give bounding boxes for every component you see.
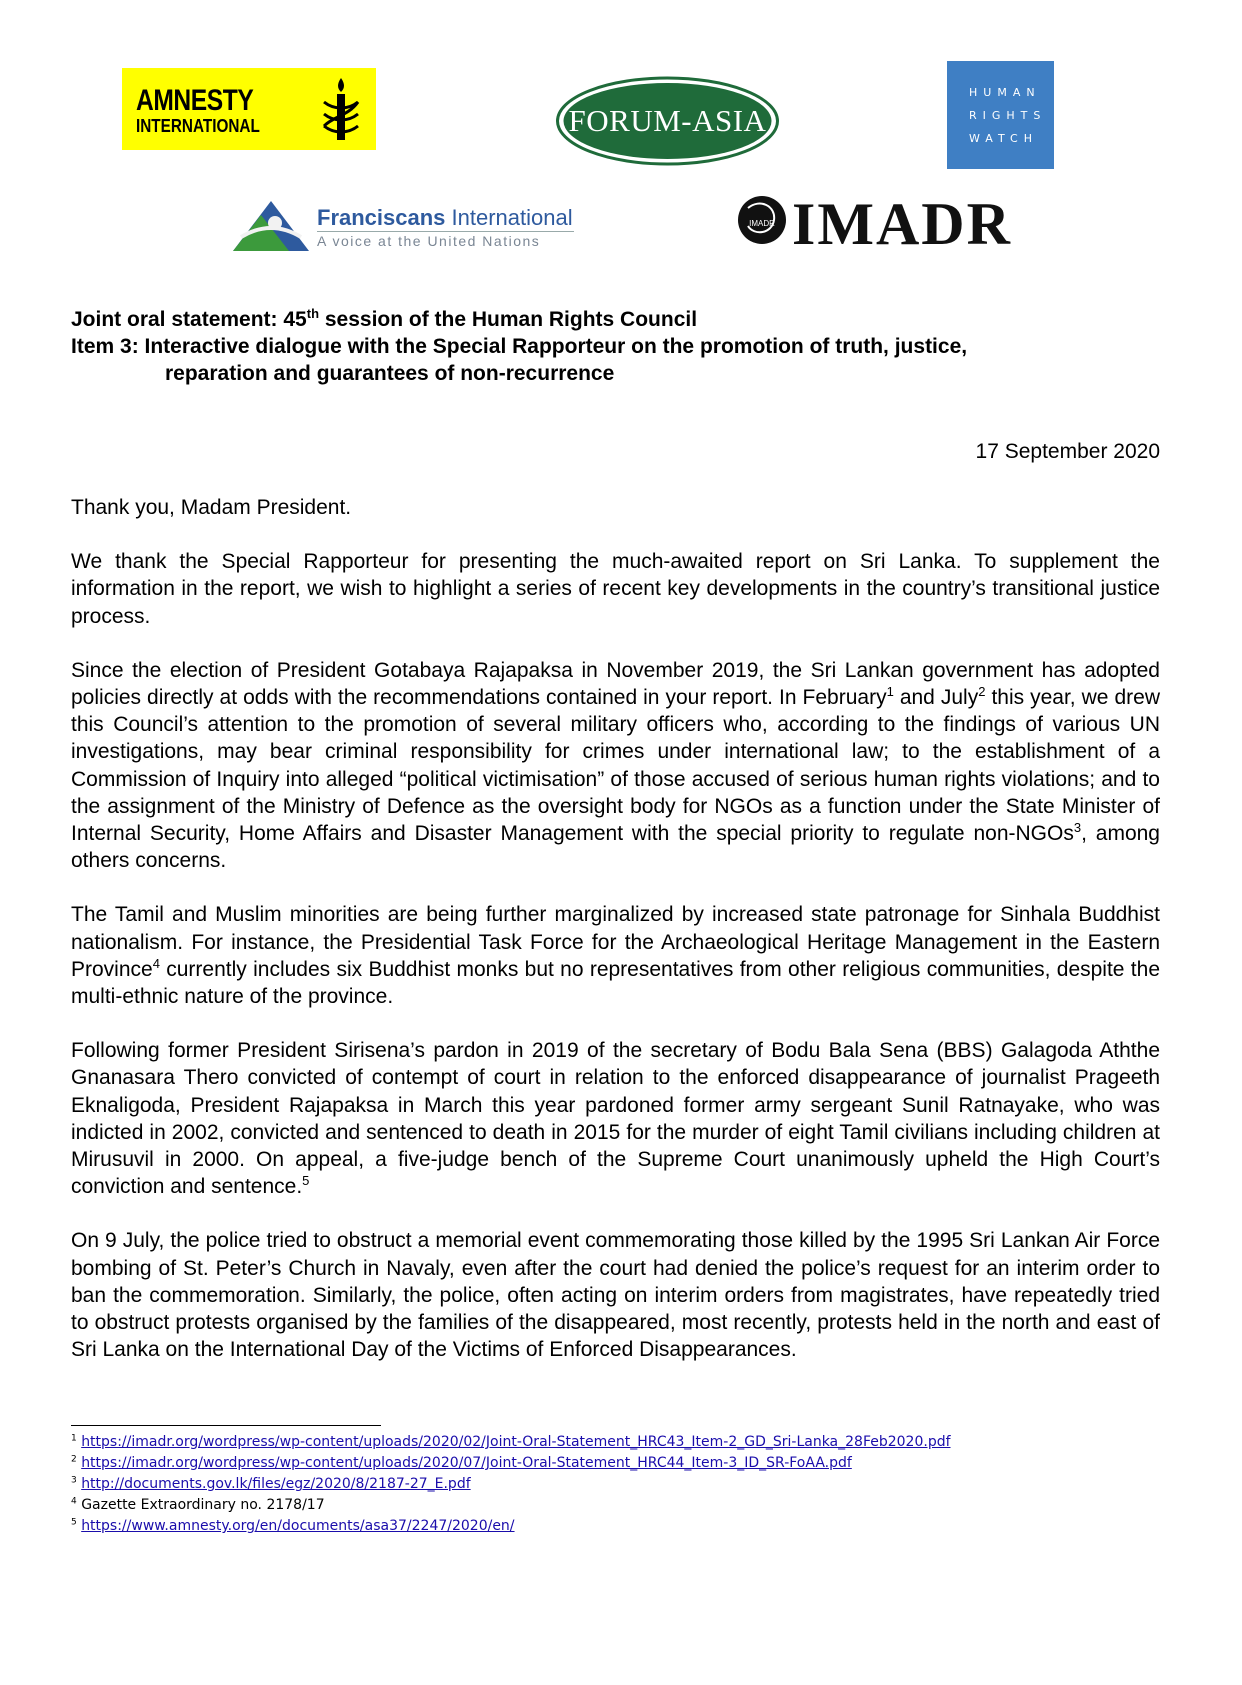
footnote-text: Gazette Extraordinary no. 2178/17	[81, 1497, 325, 1513]
footnote-link[interactable]: http://documents.gov.lk/files/egz/2020/8/2187-27_E.pdf	[81, 1476, 471, 1492]
paragraph-2: We thank the Special Rapporteur for presenting the much-awaited report on Sri Lanka. To supplement the information in the report, we wish to highlight a series of recent key developments in the country’s transitional justice process.	[71, 550, 1160, 628]
paragraph-3-d: , among others concerns.	[71, 822, 1160, 873]
paragraph-5	[71, 1037, 1160, 1200]
amnesty-logo-line1: AMNESTY	[136, 84, 254, 117]
heading-line3: reparation and guarantees of non-recurrence	[165, 362, 615, 385]
candle-barbed-wire-icon	[318, 76, 364, 144]
statement-body	[71, 494, 1160, 1390]
paragraph-4	[71, 901, 1160, 1010]
franciscans-logo-bold: Franciscans	[317, 205, 446, 230]
document-heading	[71, 306, 1161, 387]
footnote-ref-1[interactable]: 1	[886, 684, 894, 700]
paragraph-4-a: The Tamil and Muslim minorities are being further marginalized by increased state patronage for Sinhala Buddhist nationalism. For instance, the Presidential Task Force for the Archaeological Heritage Management in the Eastern Province	[71, 903, 1160, 981]
footnote-4	[71, 1495, 951, 1516]
paragraph-5-a: Following former President Sirisena’s pardon in 2019 of the secretary of Bodu Bala Sena (BBS) Galagoda Aththe Gnanasara Thero convicted of contempt of court in relation to the enforced disappearance of journalist Prageeth Eknaligoda, President Rajapaksa in March this year pardoned former army sergeant Sunil Ratnayake, who was indicted in 2002, convicted and sentenced to death in 2015 for the murder of eight Tamil civilians including children at Mirusuvil in 2000. On appeal, a five-judge bench of the Supreme Court unanimously upheld the High Court’s conviction and sentence.	[71, 1039, 1160, 1199]
franciscans-logo-divider	[317, 231, 574, 232]
human-rights-watch-logo	[947, 61, 1054, 169]
footnote-number: 4	[71, 1496, 77, 1507]
hrw-logo-line2: RIGHTS	[969, 109, 1047, 122]
footnote-number: 5	[71, 1517, 77, 1528]
footnote-3	[71, 1474, 951, 1495]
heading-line1	[71, 306, 1161, 333]
footnote-link[interactable]: https://www.amnesty.org/en/documents/asa37/2247/2020/en/	[81, 1518, 515, 1534]
hrw-logo-line1: HUMAN	[969, 86, 1041, 99]
heading-line1-post: session of the Human Rights Council	[319, 308, 698, 331]
paragraph-3-a: Since the election of President Gotabaya Rajapaksa in November 2019, the Sri Lankan government has adopted policies directly at odds with the recommendations contained in your report. In February	[71, 658, 1160, 710]
franciscans-logo-title	[317, 205, 573, 231]
footnotes	[71, 1432, 951, 1537]
footnote-link[interactable]: https://imadr.org/wordpress/wp-content/uploads/2020/07/Joint-Oral-Statement_HRC44_Item-3_ID_SR-FoAA.pdf	[81, 1455, 852, 1471]
footnote-link[interactable]: https://imadr.org/wordpress/wp-content/uploads/2020/02/Joint-Oral-Statement_HRC43_Item-2_GD_Sri-Lanka_28Feb2020.pdf	[81, 1434, 951, 1450]
paragraph-3-b: and July	[893, 686, 979, 710]
footnote-ref-3[interactable]: 3	[1073, 820, 1082, 836]
footnote-number: 2	[71, 1454, 77, 1465]
forum-asia-logo-text: FORUM-ASIA	[568, 103, 767, 138]
heading-line1-pre: Joint oral statement: 45	[71, 308, 307, 331]
footnote-ref-4[interactable]: 4	[152, 955, 160, 971]
paragraph-3-c: this year, we drew this Council’s attention to the promotion of several military officers who, according to the findings of various UN investigations, may bear criminal responsibility for crimes under international law; to the establishment of a Commission of Inquiry into alleged “political victimisation” of those accused of serious human rights violations; and to the assignment of the Ministry of Defence as the oversight body for NGOs as a function under the State Minister of Internal Security, Home Affairs and Disaster Management with the special priority to regulate non-NGOs	[71, 686, 1161, 846]
paragraph-3	[71, 657, 1160, 875]
footnote-number: 1	[71, 1433, 77, 1444]
imadr-logo-mark-icon	[734, 186, 1012, 258]
footnote-5	[71, 1516, 951, 1537]
franciscans-international-logo	[231, 195, 576, 255]
hrw-logo-line3: WATCH	[969, 132, 1038, 145]
imadr-mark-small-text: IMADR	[749, 219, 775, 228]
franciscans-logo-rest: International	[445, 205, 573, 230]
footnote-2	[71, 1453, 951, 1474]
paragraph-4-b: currently includes six Buddhist monks but no representatives from other religious communities, despite the multi-ethnic nature of the province.	[71, 957, 1160, 1009]
franciscans-logo-tagline: A voice at the United Nations	[317, 233, 541, 249]
paragraph-6: On 9 July, the police tried to obstruct a memorial event commemorating those killed by the 1995 Sri Lankan Air Force bombing of St. Peter’s Church in Navaly, even after the court had denied the police’s request for an interim order to ban the commemoration. Similarly, the police, often acting on interim orders from magistrates, have repeatedly tried to obstruct protests organised by the families of the disappeared, most recently, protests held in the north and east of Sri Lanka on the International Day of the Victims of Enforced Disappearances.	[71, 1229, 1160, 1362]
amnesty-international-logo	[122, 68, 376, 150]
footnote-separator	[71, 1425, 381, 1426]
franciscans-emblem-icon	[231, 195, 311, 255]
statement-date: 17 September 2020	[975, 440, 1160, 463]
imadr-logo	[734, 186, 1012, 258]
footnote-number: 3	[71, 1475, 77, 1486]
imadr-logo-text: IMADR	[792, 191, 1012, 257]
heading-line1-sup: th	[306, 306, 320, 321]
footnote-ref-2[interactable]: 2	[978, 684, 986, 700]
amnesty-logo-line2: INTERNATIONAL	[136, 116, 260, 136]
footnote-ref-5[interactable]: 5	[302, 1173, 310, 1189]
heading-line2: Item 3: Interactive dialogue with the Special Rapporteur on the promotion of truth, justice,	[71, 335, 968, 358]
footnote-1	[71, 1432, 951, 1453]
paragraph-greeting: Thank you, Madam President.	[71, 496, 352, 519]
forum-asia-logo	[555, 75, 780, 167]
